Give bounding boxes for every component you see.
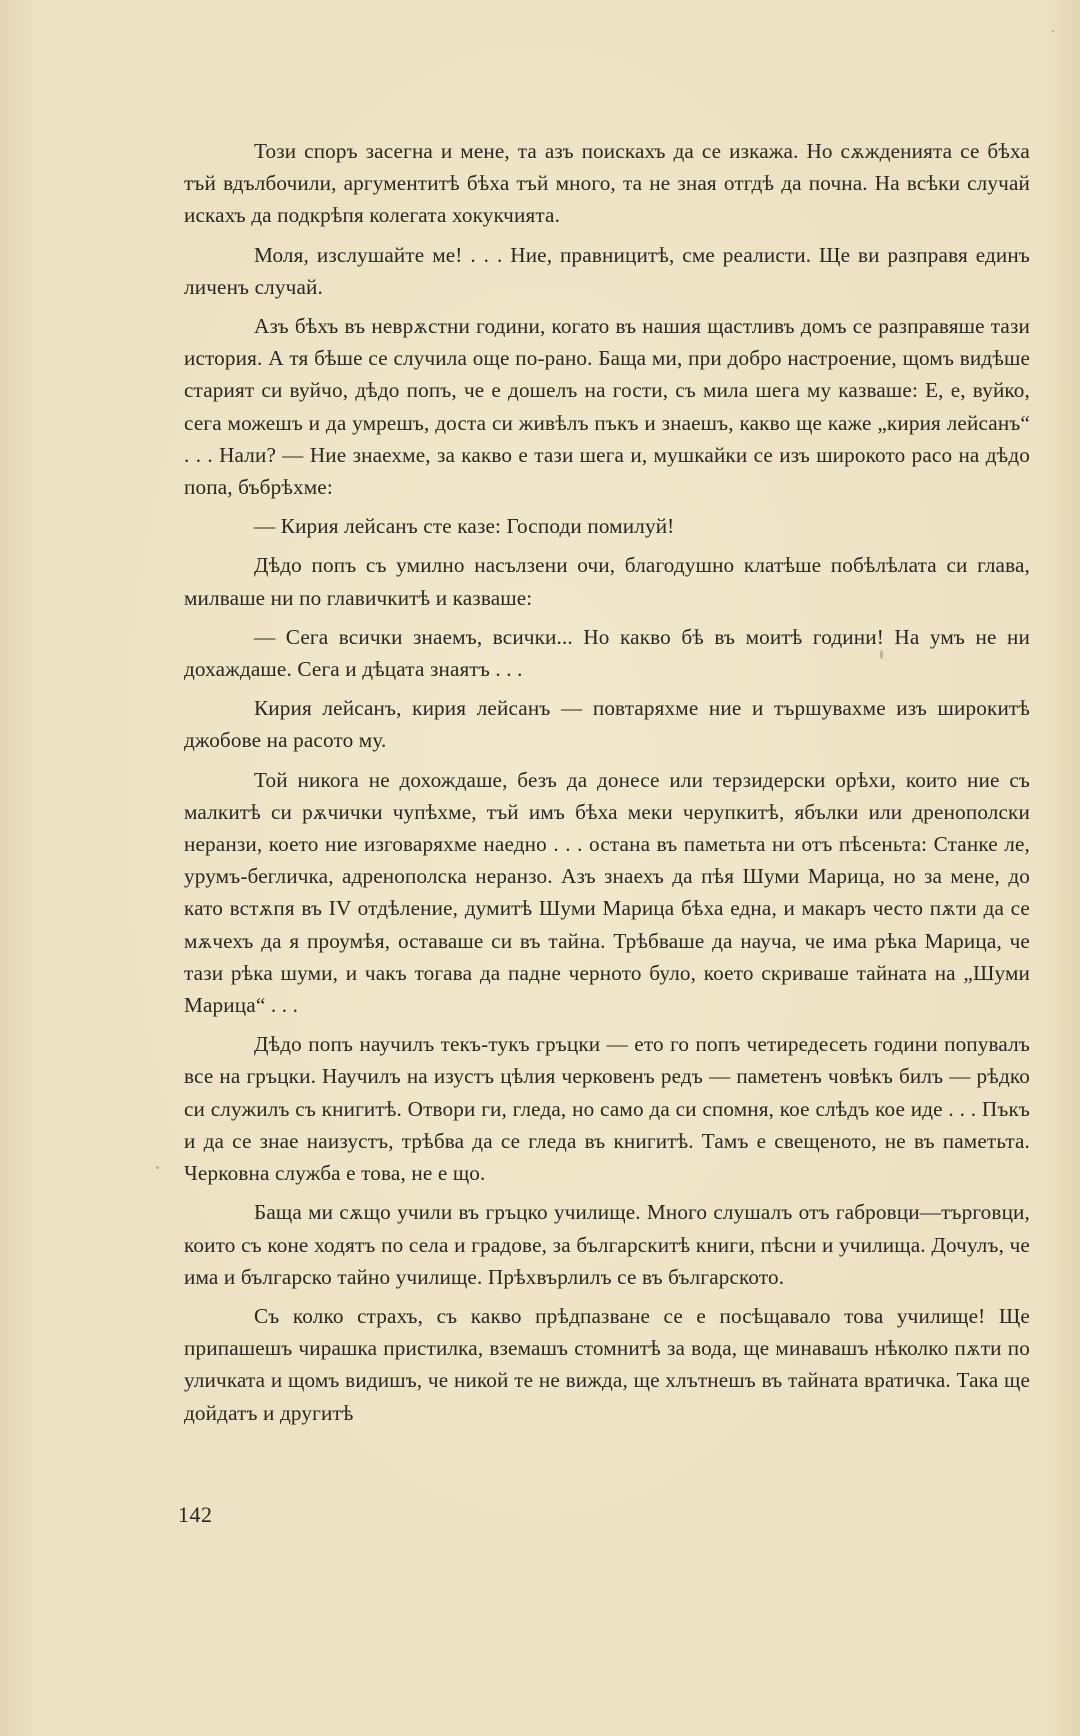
paragraph: Моля, изслушайте ме! . . . Ние, правницитѣ, сме реалисти. Ще ви разправя единъ личенъ случай.: [184, 242, 1030, 299]
paragraph: — Кирия лейсанъ сте казе: Господи помилуй!: [254, 514, 675, 539]
paper-speck: [1052, 30, 1054, 32]
paragraph: Съ колко страхъ, съ какво прѣдпазване се е посѣщавало това училище! Ще припашешъ чирашка пристилка, вземашъ стомнитѣ за вода, ще минавашъ нѣколко пѫти по уличката и щомъ видишъ, че никой те не вижда, ще хлътнешъ въ тайната вратичка. Така ще дойдатъ и другитѣ: [184, 1303, 1030, 1425]
paper-speck: [156, 1166, 159, 1169]
body-text: [184, 135, 1030, 1436]
paragraph: Азъ бѣхъ въ неврѫстни години, когато въ нашия щастливъ домъ се разправяше тази история. А тя бѣше се случила още по-рано. Баща ми, при добро настроение, щомъ видѣше старият си вуйчо, дѣдо попъ, че е дошелъ на гости, съ мила шега му казваше: Е, е, вуйко, сега можешъ и да умрешъ, доста си живѣлъ пъкъ и знаешъ, какво ще каже „кирия лейсанъ“ . . . Нали? — Ние знаехме, за какво е тази шега и, мушкайки се изъ широкото расо на дѣдо попа, бъбрѣхме:: [184, 314, 1030, 500]
paragraph: Кирия лейсанъ, кирия лейсанъ — повтаряхме ние и тършувахме изъ широкитѣ джобове на расото му.: [184, 696, 1030, 753]
paragraph: Дѣдо попъ съ умилно насълзени очи, благодушно клатѣше побѣлѣлата си глава, милваше ни по главичкитѣ и казваше:: [184, 553, 1030, 610]
paper-speck: [880, 650, 883, 659]
page-number: 142: [178, 1502, 213, 1527]
paragraph: Дѣдо попъ научилъ текъ-тукъ гръцки — ето го попъ четиредесеть години попувалъ все на гръцки. Научилъ на изустъ цѣлия черковенъ редъ — паметенъ човѣкъ билъ — рѣдко си служилъ съ книгитѣ. Отвори ги, гледа, но само да си спомня, кое слѣдъ кое иде . . . Пъкъ и да се знае наизустъ, трѣбва да се гледа въ книгитѣ. Тамъ е свещеното, не въ паметьта. Черковна служба е това, не е що.: [184, 1032, 1030, 1186]
paragraph: — Сега всички знаемъ, всички... Но какво бѣ въ моитѣ години! На умъ не ни дохаждаше. Сега и дѣцата знаятъ . . .: [184, 624, 1030, 682]
paragraph: Този споръ засегна и мене, та азъ поискахъ да се изкажа. Но сѫжденията се бѣха тъй вдълбочили, аргументитѣ бѣха тъй много, та не зная отгдѣ да почна. На всѣки случай искахъ да подкрѣпя колегата хокукчията.: [184, 139, 1030, 228]
paragraph: Той никога не дохождаше, безъ да донесе или терзидерски орѣхи, които ние съ малкитѣ си рѫчички чупѣхме, тъй имъ бѣха меки черупкитѣ, ябълки или дренополски неранзи, което ние изговаряхме наедно . . . остана въ паметьта ни отъ пѣсеньта: Станке ле, урумъ-бегличка, адренополска неранзо. Азъ знаехъ да пѣя Шуми Марица, но за мене, до като встѫпя въ IV отдѣление, думитѣ Шуми Марица бѣха една, и макаръ често пѫти да се мѫчехъ да я проумѣя, оставаше си въ тайна. Трѣбваше да науча, че има рѣка Марица, че тази рѣка шуми, и чакъ тогава да падне черното було, което скриваше тайната на „Шуми Марица“ . . .: [184, 767, 1030, 1018]
paragraph: Баща ми сѫщо учили въ гръцко училище. Много слушалъ отъ габровци—търговци, които съ коне ходятъ по села и градове, за българскитѣ книги, пѣсни и училища. Дочулъ, че има и българско тайно училище. Прѣхвърлилъ се въ българското.: [184, 1200, 1030, 1289]
